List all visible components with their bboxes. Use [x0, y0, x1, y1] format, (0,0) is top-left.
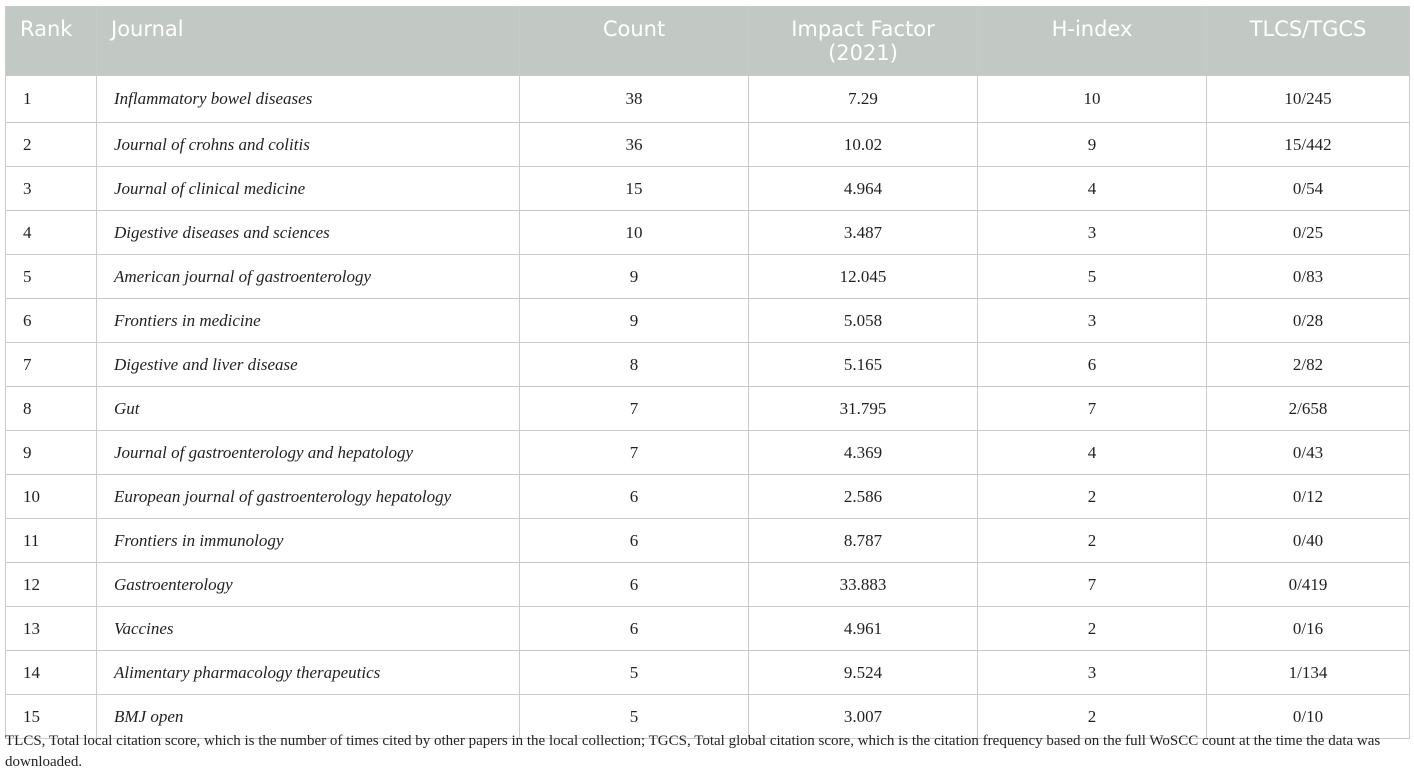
table-row — [6, 76, 1410, 123]
cell-h-index: 7 — [978, 387, 1207, 431]
cell-journal: European journal of gastroenterology hepatology — [97, 475, 520, 519]
cell-journal: Journal of clinical medicine — [97, 167, 520, 211]
cell-tlcs-tgcs: 0/10 — [1207, 695, 1410, 739]
table-row — [6, 255, 1410, 299]
cell-h-index: 3 — [978, 299, 1207, 343]
cell-impact-factor: 5.058 — [749, 299, 978, 343]
cell-count: 9 — [520, 255, 749, 299]
cell-count: 38 — [520, 76, 749, 123]
journal-table-container — [5, 6, 1409, 739]
cell-journal: Frontiers in medicine — [97, 299, 520, 343]
cell-impact-factor: 5.165 — [749, 343, 978, 387]
cell-h-index: 7 — [978, 563, 1207, 607]
cell-rank: 7 — [6, 343, 97, 387]
cell-h-index: 6 — [978, 343, 1207, 387]
cell-tlcs-tgcs: 0/16 — [1207, 607, 1410, 651]
cell-count: 9 — [520, 299, 749, 343]
header-impact-factor-line2: (2021) — [828, 41, 898, 65]
cell-h-index: 3 — [978, 651, 1207, 695]
cell-h-index: 2 — [978, 607, 1207, 651]
cell-journal: BMJ open — [97, 695, 520, 739]
cell-count: 6 — [520, 475, 749, 519]
cell-h-index: 3 — [978, 211, 1207, 255]
cell-rank: 9 — [6, 431, 97, 475]
cell-count: 5 — [520, 695, 749, 739]
header-tlcs-tgcs: TLCS/TGCS — [1207, 7, 1410, 76]
cell-journal: Gut — [97, 387, 520, 431]
cell-journal: Gastroenterology — [97, 563, 520, 607]
cell-rank: 10 — [6, 475, 97, 519]
cell-count: 15 — [520, 167, 749, 211]
cell-impact-factor: 2.586 — [749, 475, 978, 519]
cell-journal: Frontiers in immunology — [97, 519, 520, 563]
cell-journal: Digestive and liver disease — [97, 343, 520, 387]
table-row — [6, 607, 1410, 651]
cell-impact-factor: 3.487 — [749, 211, 978, 255]
cell-tlcs-tgcs: 0/28 — [1207, 299, 1410, 343]
cell-impact-factor: 9.524 — [749, 651, 978, 695]
cell-journal: American journal of gastroenterology — [97, 255, 520, 299]
cell-h-index: 2 — [978, 475, 1207, 519]
cell-journal: Journal of crohns and colitis — [97, 123, 520, 167]
cell-rank: 8 — [6, 387, 97, 431]
journal-table — [5, 6, 1410, 739]
cell-impact-factor: 4.964 — [749, 167, 978, 211]
cell-rank: 1 — [6, 76, 97, 123]
cell-tlcs-tgcs: 0/83 — [1207, 255, 1410, 299]
header-impact-factor — [749, 7, 978, 76]
cell-journal: Digestive diseases and sciences — [97, 211, 520, 255]
cell-rank: 3 — [6, 167, 97, 211]
cell-tlcs-tgcs: 1/134 — [1207, 651, 1410, 695]
table-row — [6, 475, 1410, 519]
cell-tlcs-tgcs: 15/442 — [1207, 123, 1410, 167]
cell-rank: 14 — [6, 651, 97, 695]
cell-h-index: 2 — [978, 695, 1207, 739]
header-rank: Rank — [6, 7, 97, 76]
cell-impact-factor: 4.961 — [749, 607, 978, 651]
cell-impact-factor: 3.007 — [749, 695, 978, 739]
cell-tlcs-tgcs: 10/245 — [1207, 76, 1410, 123]
header-impact-factor-line1: Impact Factor — [791, 17, 935, 41]
cell-rank: 5 — [6, 255, 97, 299]
cell-tlcs-tgcs: 0/419 — [1207, 563, 1410, 607]
cell-impact-factor: 33.883 — [749, 563, 978, 607]
cell-tlcs-tgcs: 0/25 — [1207, 211, 1410, 255]
cell-impact-factor: 12.045 — [749, 255, 978, 299]
cell-impact-factor: 7.29 — [749, 76, 978, 123]
cell-count: 6 — [520, 607, 749, 651]
cell-count: 7 — [520, 431, 749, 475]
cell-impact-factor: 4.369 — [749, 431, 978, 475]
cell-tlcs-tgcs: 0/54 — [1207, 167, 1410, 211]
cell-count: 6 — [520, 519, 749, 563]
cell-rank: 4 — [6, 211, 97, 255]
cell-tlcs-tgcs: 2/82 — [1207, 343, 1410, 387]
cell-impact-factor: 31.795 — [749, 387, 978, 431]
table-row — [6, 123, 1410, 167]
cell-rank: 13 — [6, 607, 97, 651]
cell-rank: 6 — [6, 299, 97, 343]
cell-h-index: 5 — [978, 255, 1207, 299]
cell-tlcs-tgcs: 0/40 — [1207, 519, 1410, 563]
cell-h-index: 4 — [978, 167, 1207, 211]
cell-journal: Inflammatory bowel diseases — [97, 76, 520, 123]
cell-rank: 2 — [6, 123, 97, 167]
table-row — [6, 519, 1410, 563]
cell-tlcs-tgcs: 0/43 — [1207, 431, 1410, 475]
cell-rank: 15 — [6, 695, 97, 739]
cell-journal: Alimentary pharmacology therapeutics — [97, 651, 520, 695]
cell-h-index: 4 — [978, 431, 1207, 475]
cell-tlcs-tgcs: 0/12 — [1207, 475, 1410, 519]
table-row — [6, 387, 1410, 431]
table-row — [6, 651, 1410, 695]
cell-count: 10 — [520, 211, 749, 255]
cell-impact-factor: 10.02 — [749, 123, 978, 167]
cell-rank: 11 — [6, 519, 97, 563]
cell-count: 36 — [520, 123, 749, 167]
cell-count: 5 — [520, 651, 749, 695]
table-row — [6, 343, 1410, 387]
table-row — [6, 299, 1410, 343]
table-header-row — [6, 7, 1410, 76]
table-row — [6, 167, 1410, 211]
header-journal: Journal — [97, 7, 520, 76]
cell-journal: Journal of gastroenterology and hepatology — [97, 431, 520, 475]
cell-h-index: 9 — [978, 123, 1207, 167]
table-row — [6, 431, 1410, 475]
cell-h-index: 10 — [978, 76, 1207, 123]
table-row — [6, 563, 1410, 607]
cell-tlcs-tgcs: 2/658 — [1207, 387, 1410, 431]
cell-count: 8 — [520, 343, 749, 387]
header-count: Count — [520, 7, 749, 76]
cell-h-index: 2 — [978, 519, 1207, 563]
table-row — [6, 211, 1410, 255]
table-footnote: TLCS, Total local citation score, which is the number of times cited by other papers in the local collection; TGCS, Total global citation score, which is the citation frequency based on the full WoSCC count at the time the data was downloaded. — [5, 733, 1381, 770]
cell-count: 6 — [520, 563, 749, 607]
cell-journal: Vaccines — [97, 607, 520, 651]
table-body — [6, 76, 1410, 739]
cell-count: 7 — [520, 387, 749, 431]
cell-impact-factor: 8.787 — [749, 519, 978, 563]
header-h-index: H-index — [978, 7, 1207, 76]
cell-rank: 12 — [6, 563, 97, 607]
